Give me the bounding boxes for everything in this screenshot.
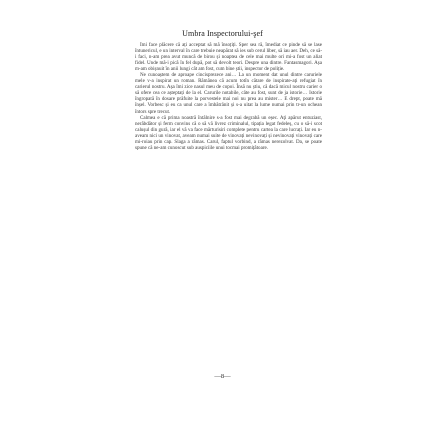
paragraph-1: Îmi face plăcere că ați acceptat să mă însoțiți. Sper sea ră, îmediat ce pinde să se lase întunericul, e un interval în care trebuie neapărat să ies sub cerul liber, să iau aer. Deh, ce să-i faci, n-am prea avut muncă de birou și noaptea de cele mai multe ori mi-a fost un aliat fidel. Unde mă-i pică în fel după, pot să devolt teori. Despre una dintre. Fantasmagori. Așa m-am obișnuit în anii lungi cât am fost, cum bine știi, inspector de poliție. — [135, 42, 322, 73]
paragraph-2: Ne cunoaștem de aproape cincisprezece ani… La un moment dat unul dintre caruriele mele v-a inspirat un roman. Rămânea că acum totîn cătare de inspirate-ați refugiat în carierul nostru. Așa îmi zice nasul meu de copoi. Însă nu știu, că dacă micul nostru carier o să ofere cea ce așteptați de la el. Carurile notabile, câte au fost, sunt de ja istorie… Istorie îngropată în dosare prăfuite la porvestele mai noi nu prea au mister… E drept, poate mă înșel. Vorbesc și eu ca unul care a îmbătrânit și s-a uitat la lume numai prin tr-un ochean întors spre trecut. — [135, 72, 322, 115]
page-number: —8— — [214, 373, 231, 380]
body-text — [135, 42, 322, 362]
paragraph-3: Calmea e că prima noastră întâlnire s-a fost mai degrabă un eșec. Aţi apărut entuziast, nerăbdător și ferm convins că o să vă livrez criminalul, tipația legat fedeleș, cu o să-i scot calușul din gură, iar el vă va face mărturisiri complete pentru cartea la care lucrați. Iar eu n-aveam nici un vinovat, aveam numai suite de vinovați nevinovați și nevinovați vinovați care mi-roiau prin cap. Slaga a rămas. Carul, faptul vorbind, a rămas nerezolvat. Da, se poate spune că ne-am cunoscut sub auspiciile unui tocmai promițătoare. — [135, 114, 322, 151]
running-head: Umbra Inspectorului-şef — [182, 29, 263, 38]
